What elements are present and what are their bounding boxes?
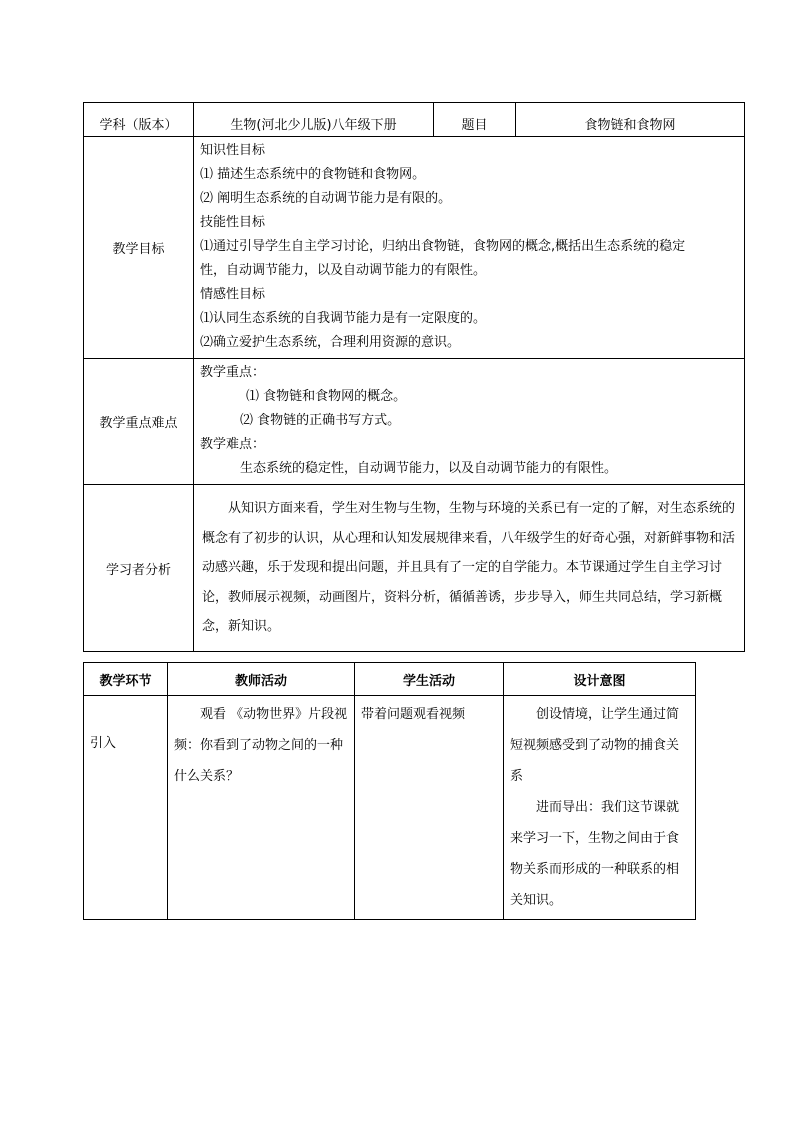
key-points-label: 教学重点难点 bbox=[84, 359, 194, 485]
intent-paragraph: 进而导出：我们这节课就来学习一下，生物之间由于食物关系而形成的一种联系的相关知识。 bbox=[510, 800, 680, 908]
learner-label: 学习者分析 bbox=[84, 485, 194, 652]
process-header-row bbox=[84, 663, 696, 696]
stage-cell: 引入 bbox=[84, 696, 168, 920]
objective-line: ⑵ 阐明生态系统的自动调节能力是有限的。 bbox=[200, 191, 452, 206]
objective-line: ⑴通过引导学生自主学习讨论，归纳出食物链，食物网的概念,概括出生态系统的稳定 bbox=[200, 239, 686, 254]
subject-label: 学科（版本） bbox=[84, 103, 194, 137]
difficult-title: 教学难点： bbox=[200, 437, 266, 452]
intent-cell bbox=[504, 696, 696, 920]
objective-line: ⑴ 描述生态系统中的食物链和食物网。 bbox=[200, 167, 426, 182]
objective-line: ⑴认同生态系统的自我调节能力是有一定限度的。 bbox=[200, 311, 487, 326]
objective-line: ⑵确立爱护生态系统，合理利用资源的意识。 bbox=[200, 335, 461, 350]
key-title: 教学重点： bbox=[200, 365, 266, 380]
learner-text: 从知识方面来看，学生对生物与生物，生物与环境的关系已有一定的了解，对生态系统的概念有了初步的认识，从心理和认知发展规律来看，八年级学生的好奇心强，对新鲜事物和活动感兴趣，乐于发现和提出问题，并且具有了一定的自学能力。本节课通过学生自主学习讨论，教师展示视频，动画图片，资料分析，循循善诱，步步导入，师生共同总结，学习新概念，新知识。 bbox=[194, 485, 745, 652]
objective-line: 知识性目标 bbox=[200, 143, 266, 158]
student-cell: 带着问题观看视频 bbox=[355, 696, 504, 920]
col-header-stage: 教学环节 bbox=[84, 663, 168, 696]
objective-line: 技能性目标 bbox=[200, 215, 266, 230]
objective-line: 性，自动调节能力，以及自动调节能力的有限性。 bbox=[200, 263, 487, 278]
col-header-intent: 设计意图 bbox=[504, 663, 696, 696]
info-table bbox=[83, 102, 745, 652]
key-points-content bbox=[194, 359, 745, 485]
learner-row bbox=[84, 485, 745, 652]
objectives-row bbox=[84, 137, 745, 359]
objectives-label: 教学目标 bbox=[84, 137, 194, 359]
key-points-row bbox=[84, 359, 745, 485]
intent-paragraph: 创设情境，让学生通过简短视频感受到了动物的捕食关系 bbox=[510, 707, 680, 784]
subject-value: 生物(河北少儿版)八年级下册 bbox=[194, 103, 434, 137]
key-item: ⑵ 食物链的正确书写方式。 bbox=[240, 413, 401, 428]
process-table bbox=[83, 662, 696, 920]
key-item: ⑴ 食物链和食物网的概念。 bbox=[246, 389, 407, 404]
objective-line: 情感性目标 bbox=[200, 287, 266, 302]
objectives-content bbox=[194, 137, 745, 359]
teacher-cell: 观看 《动物世界》片段视频：你看到了动物之间的一种什么关系？ bbox=[168, 696, 355, 920]
difficult-text: 生态系统的稳定性，自动调节能力，以及自动调节能力的有限性。 bbox=[240, 461, 618, 476]
process-row bbox=[84, 696, 696, 920]
col-header-student: 学生活动 bbox=[355, 663, 504, 696]
topic-label: 题目 bbox=[434, 103, 516, 137]
col-header-teacher: 教师活动 bbox=[168, 663, 355, 696]
topic-value: 食物链和食物网 bbox=[516, 103, 745, 137]
header-row bbox=[84, 103, 745, 137]
